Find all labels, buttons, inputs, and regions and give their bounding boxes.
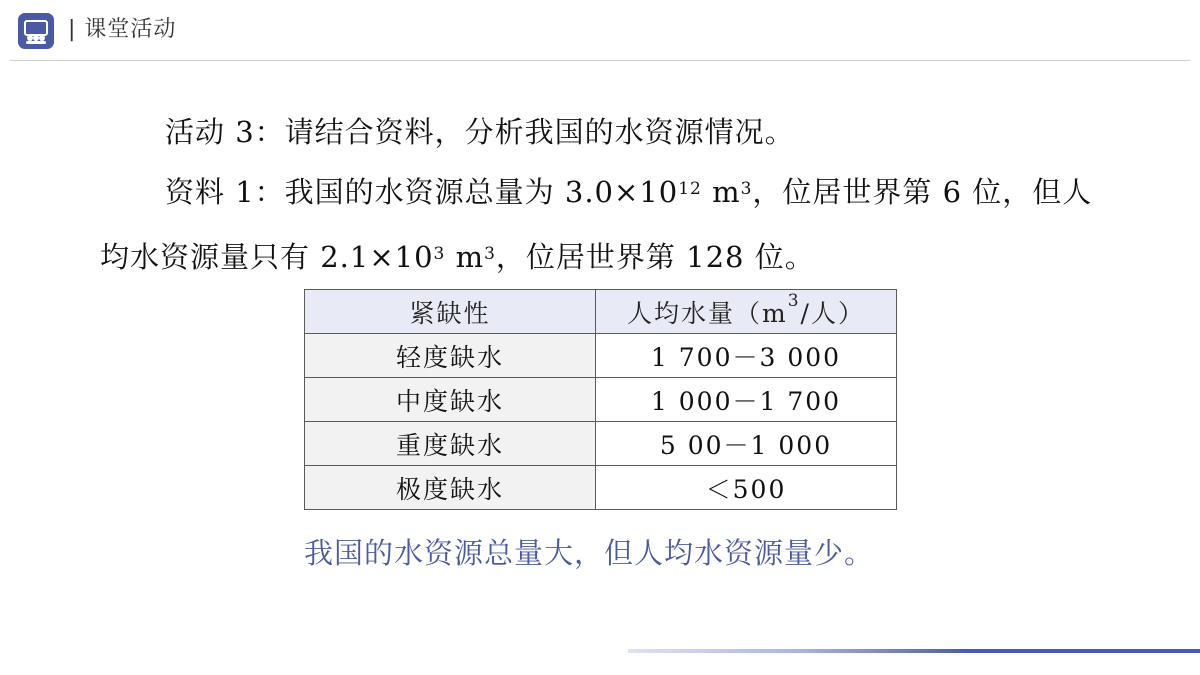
header-per-capita-water: 人均水量（$m^3/$人）	[596, 290, 897, 334]
table-row	[305, 378, 897, 422]
material-line-2: 均水资源量只有 $2.1\times 10^3$ $m^3$，位居世界第 128 位。	[100, 240, 815, 274]
decorative-bar	[628, 649, 1200, 653]
water-amount: ＜500	[596, 466, 897, 510]
water-amount: 5 00－1 000	[596, 422, 897, 466]
table-row	[305, 466, 897, 510]
table-row	[305, 422, 897, 466]
header-divider	[10, 60, 1190, 61]
material-line-1: 资料 1：我国的水资源总量为 $3.0\times 10^{12}$ $m^3$，位居世界第 6 位，但人	[165, 175, 1093, 209]
scarcity-level: 中度缺水	[305, 378, 596, 422]
group-people-icon	[18, 13, 54, 49]
water-scarcity-table	[304, 289, 897, 510]
table-header-row	[305, 290, 897, 334]
header-bar	[0, 0, 1200, 62]
header-scarcity: 紧缺性	[305, 290, 596, 334]
section-title: | 课堂活动	[68, 17, 177, 42]
table-row	[305, 334, 897, 378]
scarcity-level: 轻度缺水	[305, 334, 596, 378]
water-amount: 1 000－1 700	[596, 378, 897, 422]
water-amount: 1 700－3 000	[596, 334, 897, 378]
conclusion-text: 我国的水资源总量大，但人均水资源量少。	[304, 536, 875, 570]
activity-prompt: 活动 3：请结合资料，分析我国的水资源情况。	[165, 115, 795, 149]
scarcity-level: 重度缺水	[305, 422, 596, 466]
scarcity-level: 极度缺水	[305, 466, 596, 510]
